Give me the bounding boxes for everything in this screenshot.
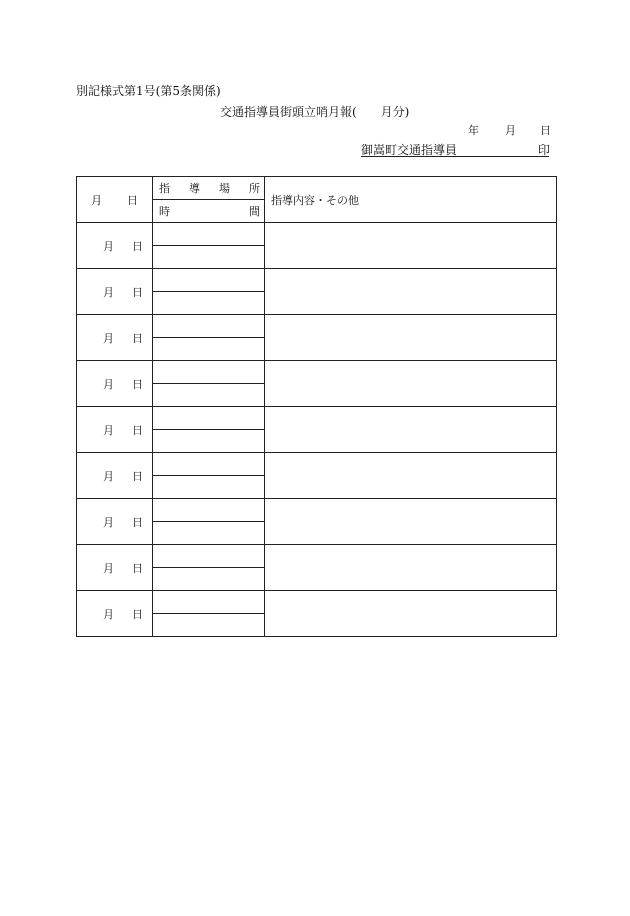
table-row xyxy=(77,545,557,568)
page-title: 交通指導員街頭立哨月報( 月分) xyxy=(220,105,410,119)
row-place-cell[interactable] xyxy=(153,453,265,476)
row-date-cell[interactable] xyxy=(77,223,153,269)
row-month-label: 月 xyxy=(103,515,114,529)
report-table xyxy=(76,176,557,637)
header-place-char: 場 xyxy=(219,182,230,195)
row-place-cell[interactable] xyxy=(153,545,265,568)
header-day: 日 xyxy=(127,193,138,207)
row-date-cell[interactable] xyxy=(77,315,153,361)
header-time-char: 間 xyxy=(249,205,260,218)
row-month-label: 月 xyxy=(103,377,114,391)
date-month-label: 月 xyxy=(505,124,516,137)
row-place-cell[interactable] xyxy=(153,269,265,292)
row-month-label: 月 xyxy=(103,331,114,345)
row-time-cell[interactable] xyxy=(153,338,265,361)
header-place-char: 指 xyxy=(159,182,170,195)
table-row xyxy=(77,407,557,430)
row-month-label: 月 xyxy=(103,423,114,437)
header-place-char: 所 xyxy=(249,182,260,195)
row-place-cell[interactable] xyxy=(153,315,265,338)
row-time-cell[interactable] xyxy=(153,614,265,637)
table-row xyxy=(77,269,557,292)
row-day-label: 日 xyxy=(132,423,143,437)
header-time-cell xyxy=(153,200,265,223)
row-time-cell[interactable] xyxy=(153,568,265,591)
row-content-cell[interactable] xyxy=(265,499,557,545)
row-day-label: 日 xyxy=(132,469,143,483)
row-place-cell[interactable] xyxy=(153,223,265,246)
header-date-cell xyxy=(77,177,153,223)
row-month-label: 月 xyxy=(103,285,114,299)
row-content-cell[interactable] xyxy=(265,591,557,637)
header-content-cell xyxy=(265,177,557,223)
signer-label: 御嵩町交通指導員 xyxy=(361,143,458,157)
row-date-cell[interactable] xyxy=(77,499,153,545)
header-place-cell xyxy=(153,177,265,200)
row-place-cell[interactable] xyxy=(153,591,265,614)
table-row xyxy=(77,591,557,614)
table-row xyxy=(77,315,557,338)
row-date-cell[interactable] xyxy=(77,453,153,499)
row-time-cell[interactable] xyxy=(153,476,265,499)
row-day-label: 日 xyxy=(132,239,143,253)
row-time-cell[interactable] xyxy=(153,430,265,453)
row-content-cell[interactable] xyxy=(265,545,557,591)
header-time-char: 時 xyxy=(159,205,170,218)
table-row xyxy=(77,223,557,246)
row-month-label: 月 xyxy=(103,561,114,575)
table-row xyxy=(77,499,557,522)
row-month-label: 月 xyxy=(103,239,114,253)
header-place-char: 導 xyxy=(189,182,200,195)
row-date-cell[interactable] xyxy=(77,591,153,637)
row-place-cell[interactable] xyxy=(153,407,265,430)
table-row xyxy=(77,453,557,476)
row-content-cell[interactable] xyxy=(265,315,557,361)
row-content-cell[interactable] xyxy=(265,361,557,407)
row-date-cell[interactable] xyxy=(77,361,153,407)
form-reference: 別記様式第1号(第5条関係) xyxy=(76,84,221,98)
row-date-cell[interactable] xyxy=(77,407,153,453)
row-day-label: 日 xyxy=(132,377,143,391)
row-day-label: 日 xyxy=(132,285,143,299)
row-place-cell[interactable] xyxy=(153,499,265,522)
table-row xyxy=(77,361,557,384)
row-day-label: 日 xyxy=(132,331,143,345)
header-content: 指導内容・その他 xyxy=(271,193,359,207)
row-date-cell[interactable] xyxy=(77,545,153,591)
row-time-cell[interactable] xyxy=(153,246,265,269)
row-month-label: 月 xyxy=(103,607,114,621)
header-row xyxy=(77,177,557,200)
row-day-label: 日 xyxy=(132,515,143,529)
row-date-cell[interactable] xyxy=(77,269,153,315)
row-month-label: 月 xyxy=(103,469,114,483)
row-content-cell[interactable] xyxy=(265,453,557,499)
row-time-cell[interactable] xyxy=(153,522,265,545)
row-content-cell[interactable] xyxy=(265,269,557,315)
row-place-cell[interactable] xyxy=(153,361,265,384)
date-year-label: 年 xyxy=(468,124,479,137)
date-day-label: 日 xyxy=(540,124,551,137)
header-month: 月 xyxy=(91,193,102,207)
seal-mark: 印 xyxy=(538,143,551,157)
signature-line xyxy=(361,156,549,157)
row-time-cell[interactable] xyxy=(153,384,265,407)
row-day-label: 日 xyxy=(132,561,143,575)
row-content-cell[interactable] xyxy=(265,223,557,269)
row-content-cell[interactable] xyxy=(265,407,557,453)
row-day-label: 日 xyxy=(132,607,143,621)
row-time-cell[interactable] xyxy=(153,292,265,315)
